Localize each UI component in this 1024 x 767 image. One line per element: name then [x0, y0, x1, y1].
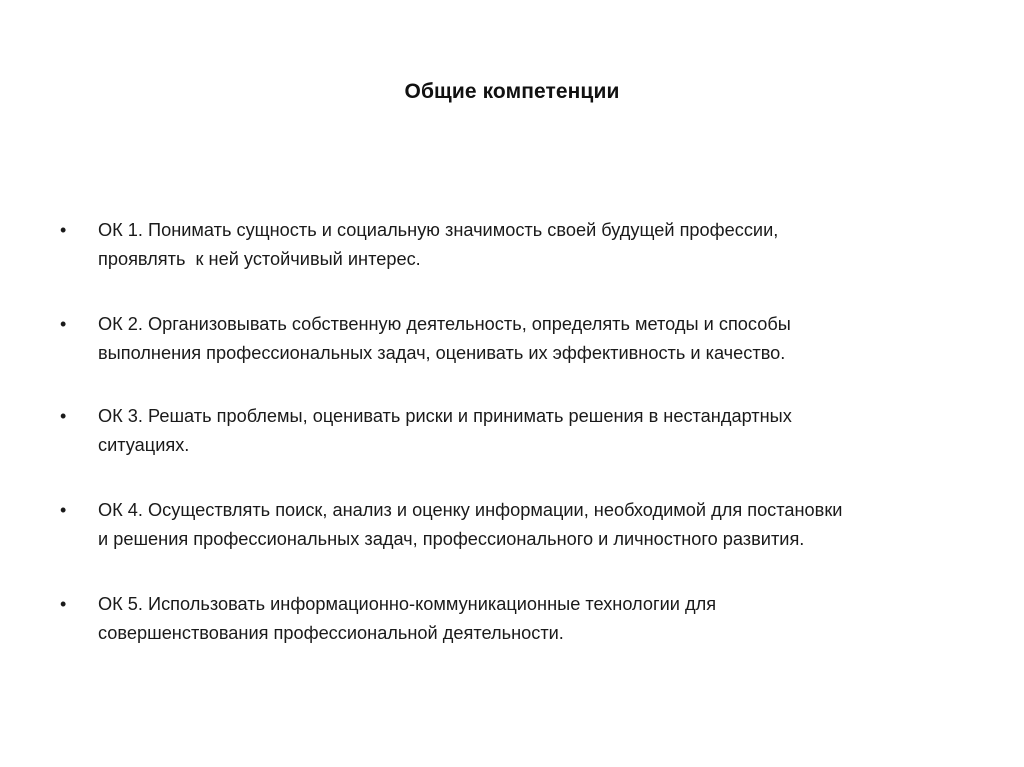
- item-line: ОК 4. Осуществлять поиск, анализ и оценку информации, необходимой для постановки: [98, 500, 843, 520]
- item-line: ОК 3. Решать проблемы, оценивать риски и принимать решения в нестандартных: [98, 406, 792, 426]
- bullet-icon: •: [60, 594, 67, 614]
- bullet-icon: •: [60, 406, 67, 426]
- slide-title: Общие компетенции: [404, 80, 620, 103]
- item-line: выполнения профессиональных задач, оценивать их эффективность и качество.: [98, 343, 786, 363]
- item-line: ОК 1. Понимать сущность и социальную значимость своей будущей профессии,: [98, 220, 779, 240]
- item-line: и решения профессиональных задач, профессионального и личностного развития.: [98, 529, 805, 549]
- item-text: [98, 590, 978, 648]
- item-line: проявлять к ней устойчивый интерес.: [98, 249, 421, 269]
- item-line: ситуациях.: [98, 435, 190, 455]
- item-line: ОК 5. Использовать информационно-коммуникационные технологии для: [98, 594, 717, 614]
- item-text: [98, 310, 978, 368]
- item-text: [98, 216, 978, 274]
- bullet-icon: •: [60, 314, 67, 334]
- item-text: [98, 496, 978, 554]
- bullet-icon: •: [60, 500, 67, 520]
- item-line: ОК 2. Организовывать собственную деятельность, определять методы и способы: [98, 314, 791, 334]
- item-line: совершенствования профессиональной деятельности.: [98, 623, 564, 643]
- item-text: [98, 402, 978, 460]
- bullet-icon: •: [60, 220, 67, 240]
